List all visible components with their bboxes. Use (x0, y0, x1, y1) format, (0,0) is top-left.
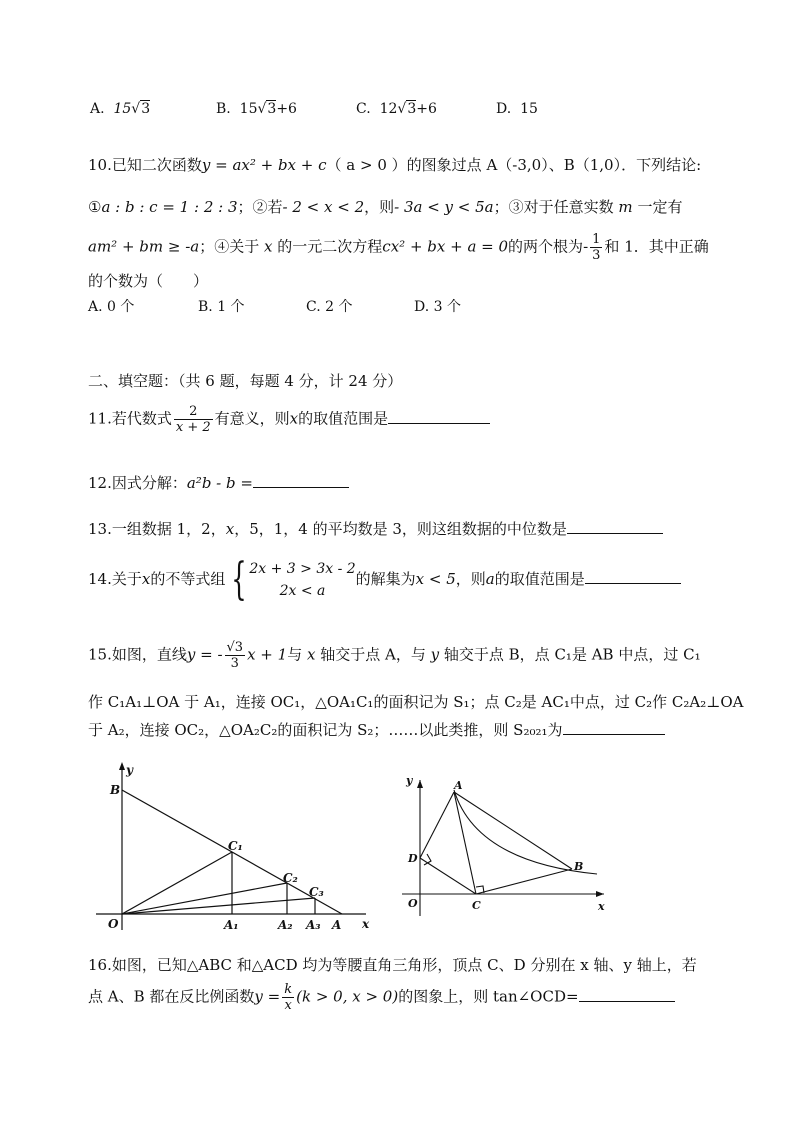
fig2-label-x: x (598, 900, 605, 913)
q12: 12.因式分解：a²b - b = (88, 472, 349, 493)
q9-option-d: D. 15 (496, 101, 538, 117)
q15-line-3: 于 A₂，连接 OC₂，△OA₂C₂的面积记为 S₂；……以此类推，则 S₂₀₂₁为 (88, 719, 665, 740)
q10-option-c: C. 2 个 (306, 299, 353, 315)
fig2-label-a: A (454, 779, 463, 792)
fig1-label-x: x (362, 917, 370, 931)
q16-line-1: 16.如图，已知△ABC 和△ACD 均为等腰直角三角形，顶点 C、D 分别在 x 轴、y 轴上，若 (88, 956, 697, 974)
fig1-label-a1: A₁ (224, 918, 239, 932)
q10-line-2: ①a : b : c = 1 : 2 : 3；②若- 2 < x < 2，则- 3a < y < 5a；③对于任意实数 m 一定有 (88, 198, 683, 216)
fig1-label-c2: C₂ (283, 871, 298, 885)
q15-slope-fraction: $\frac{√3}{3}$ (226, 640, 244, 671)
fig2-label-y: y (406, 774, 413, 787)
q11-answer-blank[interactable] (388, 422, 490, 424)
fig1-label-a: A (332, 918, 342, 932)
fig2-label-b: B (574, 860, 584, 873)
q11: 11.若代数式 $\frac{2}{x + 2}$ 有意义，则x的取值范围是 (88, 404, 490, 435)
fig2-seg-ab (454, 792, 572, 869)
q14-brace: { (231, 554, 248, 605)
figure-2-geometry (392, 770, 622, 920)
fig1-seg-oc3 (122, 898, 315, 914)
q15-answer-blank[interactable] (563, 733, 665, 735)
fig1-label-a2: A₂ (278, 918, 293, 932)
q10-option-d: D. 3 个 (414, 299, 461, 315)
q15-line-2: 作 C₁A₁⊥OA 于 A₁，连接 OC₁，△OA₁C₁的面积记为 S₁；点 C₂是 AC₁中点，过 C₂作 C₂A₂⊥OA (88, 693, 744, 711)
fig2-seg-ac (454, 792, 476, 894)
fig2-seg-ad (420, 792, 454, 858)
fig2-seg-cb (476, 869, 572, 894)
q10-line-4: 的个数为（ ） (88, 272, 209, 290)
q10-line-1: 10.已知二次函数y = ax² + bx + c（ a > 0 ）的图象过点 A（-3,0）、B（1,0）．下列结论: (88, 156, 702, 174)
fig1-label-c1: C₁ (228, 839, 243, 853)
q13-answer-blank[interactable] (567, 532, 663, 534)
q14-answer-blank[interactable] (585, 582, 681, 584)
fig1-seg-oc2 (122, 883, 287, 914)
q9-option-b: B. 15√3+6 (216, 101, 297, 117)
q15-line-1: 15.如图，直线y = - $\frac{√3}{3}$ x + 1与 x 轴交于点 A，与 y 轴交于点 B，点 C₁是 AB 中点，过 C₁ (88, 640, 701, 671)
fig1-label-y: y (126, 763, 133, 777)
q14-inequality-system: 2x + 3 > 3x - 2 2x < a (249, 561, 356, 599)
section-2-heading: 二、填空题：（共 6 题，每题 4 分，计 24 分） (88, 372, 403, 390)
q16-line-2: 点 A、B 都在反比例函数y = $\frac{k}{x}$ (k > 0, x > 0)的图象上，则 tan∠OCD= (88, 982, 675, 1013)
q9-option-c: C. 12√3+6 (356, 101, 437, 117)
q10-line-3: am² + bm ≥ -a；④关于 x 的一元二次方程cx² + bx + a = 0的两个根为- $\frac{1}{3}$ 和 1．其中正确 (88, 232, 709, 263)
q16-answer-blank[interactable] (579, 1000, 675, 1002)
fig1-label-o: O (108, 917, 119, 931)
q10-option-b: B. 1 个 (198, 299, 245, 315)
fig2-label-c: C (472, 899, 481, 912)
fig1-label-a3: A₃ (306, 918, 321, 932)
figure-1-geometry (90, 760, 380, 940)
q9-option-a: A. 15√3 (90, 101, 151, 117)
q10-option-a: A. 0 个 (88, 299, 135, 315)
fig1-label-c3: C₃ (309, 885, 324, 899)
q10-root-fraction: $\frac{1}{3}$ (592, 232, 601, 263)
fig2-seg-dc (420, 858, 476, 894)
q11-fraction: $\frac{2}{x + 2}$ (175, 404, 211, 435)
fig2-label-o: O (408, 897, 418, 910)
q12-answer-blank[interactable] (253, 486, 349, 488)
fig1-label-b: B (110, 783, 121, 797)
q14: 14.关于x的不等式组 { 2x + 3 > 3x - 2 2x < a 的解集为x < 5，则a的取值范围是 (88, 558, 681, 602)
q16-fraction: $\frac{k}{x}$ (284, 982, 293, 1013)
q13: 13.一组数据 1，2，x，5，1，4 的平均数是 3，则这组数据的中位数是 (88, 518, 663, 539)
fig2-right-angle-d (424, 854, 431, 865)
fig1-seg-oc1 (122, 852, 232, 914)
fig2-label-d: D (408, 852, 418, 865)
